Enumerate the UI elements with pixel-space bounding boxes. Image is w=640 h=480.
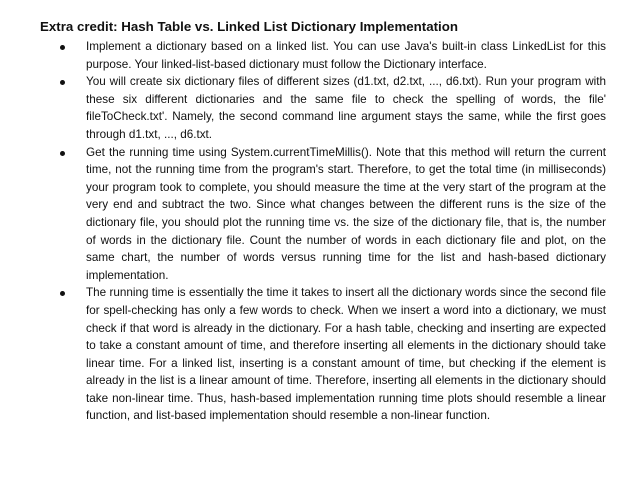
bullet-item-dictionary-files — [40, 73, 606, 143]
bullet-text: Implement a dictionary based on a linked list. You can use Java's built-in class LinkedList for this purpose. Your linked-list-based dictionary must follow the Dictionary interface. — [86, 40, 606, 71]
bullet-text: Get the running time using System.currentTimeMillis(). Note that this method will return the current time, not the running time from the program's start. Therefore, to get the total time (in milliseconds) your program took to complete, you should measure the time at the very start of the program at the very end and subtract the two. Since what changes between the different runs is the size of the dictionary file, you should plot the running time vs. the size of the dictionary file, that is, the number of words in the dictionary file. Count the number of words in each dictionary file and plot, on the same chart, the number of words versus running time for the list and hash-based dictionary implementation. — [86, 145, 606, 282]
bullet-text: You will create six dictionary files of different sizes (d1.txt, d2.txt, ..., d6.txt). Run your program with these six different dictionaries and the same file to check the spelling of words, the file' fileToCheck.txt'. Namely, the second command line argument stays the same, while the first goes through d1.txt, ..., d6.txt. — [86, 75, 606, 141]
bullet-item-explanation — [40, 284, 606, 425]
bullet-icon — [60, 291, 65, 296]
document-heading: Extra credit: Hash Table vs. Linked List Dictionary Implementation — [40, 19, 458, 34]
bullet-icon — [60, 45, 65, 50]
bullet-list — [40, 38, 606, 425]
bullet-text: The running time is essentially the time it takes to insert all the dictionary words since the second file for spell-checking has only a few words to check. When we insert a word into a dictionary, we must check if that word is already in the dictionary. For a hash table, checking and inserting are expected to take a constant amount of time, and therefore inserting all elements in the dictionary should take linear time. For a linked list, inserting is a constant amount of time, but checking if the element is already in the list is a linear amount of time. Therefore, inserting all elements in the dictionary should take non-linear time. Thus, hash-based implementation running time plots should resemble a linear function, and list-based implementation should resemble a non-linear function. — [86, 286, 606, 423]
bullet-icon — [60, 80, 65, 85]
bullet-icon — [60, 151, 65, 156]
bullet-item-running-time — [40, 144, 606, 285]
bullet-item-linked-list — [40, 38, 606, 73]
